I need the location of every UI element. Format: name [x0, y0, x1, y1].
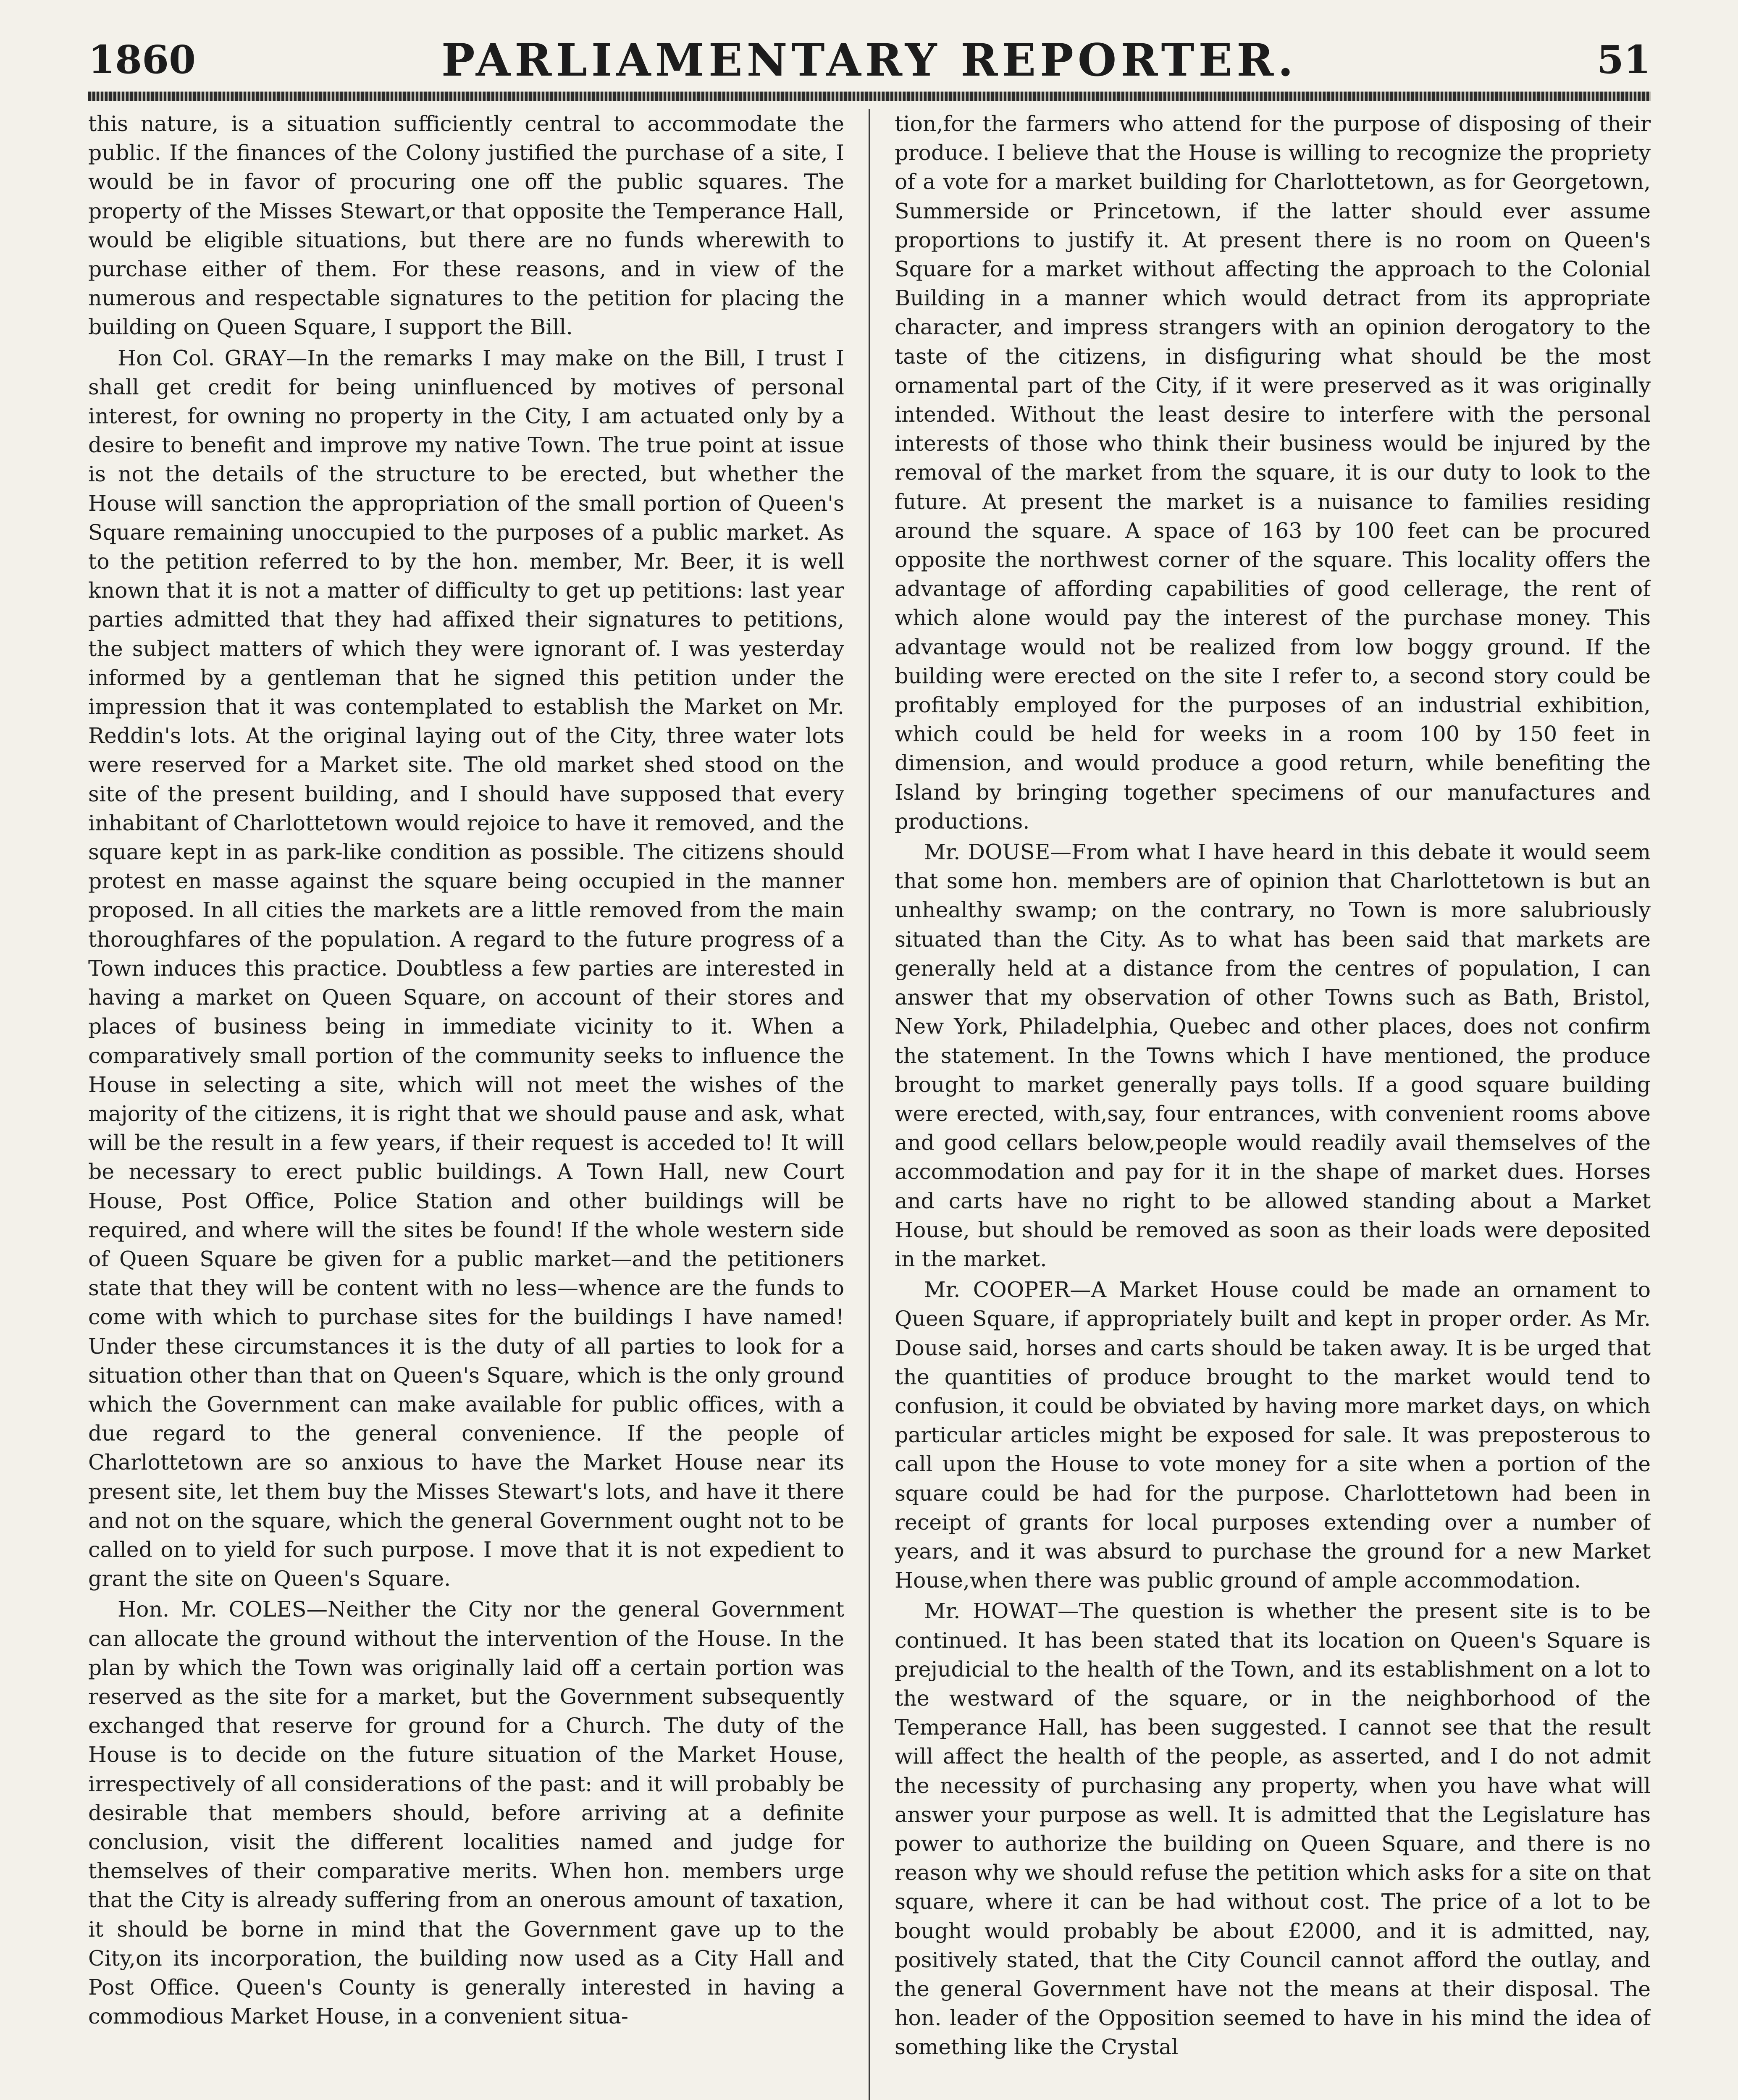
speaker-name: Hon Col. GRAY [118, 345, 286, 370]
newspaper-page [88, 29, 1651, 2100]
paragraph-text: —A Market House could be made an ornament to Queen Square, if appropriately built and kept in proper order. As Mr. Douse said, horses and carts should be taken away. It is be urged that the quantities of produce brought to the market would tend to confusion, it could be obviated by having more market days, on which particular articles might be exposed for sale. It was preposterous to call upon the House to vote money for a site when a portion of the square could be had for the purpose. Charlottetown had been in receipt of grants for local purposes extending over a number of years, and it was absurd to purchase the ground for a new Market House,when there was public ground of ample accommodation. [895, 1277, 1651, 1593]
paragraph-text: —From what I have heard in this debate it would seem that some hon. members are of opinion that Charlottetown is but an unhealthy swamp; on the contrary, no Town is more salubriously situated than the City. As to what has been said that markets are generally held at a distance from the centres of population, I can answer that my observation of other Towns such as Bath, Bristol, New York, Philadelphia, Quebec and other places, does not confirm the statement. In the Towns which I have mentioned, the produce brought to market generally pays tolls. If a good square building were erected, with,say, four entrances, with convenient rooms above and good cellars below,people would readily avail themselves of the accommodation and pay for it in the shape of market dues. Horses and carts have no right to be allowed standing about a Market House, but should be removed as soon as their loads were deposited in the market. [895, 840, 1651, 1271]
paragraph [895, 1275, 1651, 1595]
right-column [895, 109, 1651, 2100]
text-columns [88, 109, 1651, 2100]
column-divider [869, 109, 870, 2100]
header-year: 1860 [88, 37, 196, 82]
paragraph-text: —In the remarks I may make on the Bill, I trust I shall get credit for being uninfluenced by motives of personal interest, for owning no property in the City, I am actuated only by a desire to benefit and improve my native Town. The true point at issue is not the details of the structure to be erected, but whether the House will sanction the appropriation of the small portion of Queen's Square remaining unoccupied to the purposes of a public market. As to the petition referred to by the hon. member, Mr. Beer, it is well known that it is not a matter of difficulty to get up petitions: last year parties admitted that they had affixed their signatures to petitions, the subject matters of which they were ignorant of. I was yesterday informed by a gentleman that he signed this petition under the impression that it was contemplated to establish the Market on Mr. Reddin's lots. At the original laying out of the City, three water lots were reserved for a Market site. The old market shed stood on the site of the present building, and I should have supposed that every inhabitant of Charlottetown would rejoice to have it removed, and the square kept in as park-like condition as possible. The citizens should protest en masse against the square being occupied in the manner proposed. In all cities the markets are a little removed from the main thoroughfares of the population. A regard to the future progress of a Town induces this practice. Doubtless a few parties are interested in having a market on Queen Square, on account of their stores and places of business being in immediate vicinity to it. When a comparatively small portion of the community seeks to influence the House in selecting a site, which will not meet the wishes of the majority of the citizens, it is right that we should pause and ask, what will be the result in a few years, if their request is acceded to! It will be necessary to erect public buildings. A Town Hall, new Court House, Post Office, Police Station and other buildings will be required, and where will the sites be found! If the whole western side of Queen Square be given for a public market—and the petitioners state that they will be content with no less—whence are the funds to come with which to purchase sites for the buildings I have named! Under these circumstances it is the duty of all parties to look for a situation other than that on Queen's Square, which is the only ground which the Government can make available for public offices, with a due regard to the general convenience. If the people of Charlottetown are so anxious to have the Market House near its present site, let them buy the Misses Stewart's lots, and have it there and not on the square, which the general Government ought not to be called on to yield for such purpose. I move that it is not expedient to grant the site on Queen's Square. [88, 345, 844, 1591]
page-header [88, 29, 1651, 92]
paragraph [895, 837, 1651, 1273]
speaker-name: Mr. COOPER [924, 1277, 1070, 1302]
speaker-name: Hon. Mr. COLES [118, 1597, 307, 1622]
paragraph-text: tion,for the farmers who attend for the purpose of disposing of their produce. I believe that the House is willing to recognize the propriety of a vote for a market building for Charlottetown, as for Georgetown, Summerside or Princetown, if the latter should ever assume proportions to justify it. At present there is no room on Queen's Square for a market without affecting the approach to the Colonial Building in a manner which would detract from its appropriate character, and impress strangers with an opinion derogatory to the taste of the citizens, in disfiguring what should be the most ornamental part of the City, if it were preserved as it was originally intended. Without the least desire to interfere with the personal interests of those who think their business would be injured by the removal of the market from the square, it is our duty to look to the future. At present the market is a nuisance to families residing around the square. A space of 163 by 100 feet can be procured opposite the northwest corner of the square. This locality offers the advantage of affording capabilities of good cellerage, the rent of which alone would pay the interest of the purchase money. This advantage would not be realized from low boggy ground. If the building were erected on the site I refer to, a second story could be profitably employed for the purposes of an industrial exhibition, which could be held for weeks in a room 100 by 150 feet in dimension, and would produce a good return, while benefiting the Island by bringing together specimens of our manufactures and productions. [895, 111, 1651, 834]
header-rule [88, 92, 1651, 101]
left-column [88, 109, 844, 2100]
header-title: PARLIAMENTARY REPORTER. [441, 34, 1298, 86]
paragraph [88, 109, 844, 342]
paragraph-text: this nature, is a situation sufficiently central to accommodate the public. If the finances of the Colony justified the purchase of a site, I would be in favor of procuring one off the public squares. The property of the Misses Stewart,or that opposite the Temperance Hall, would be eligible situations, but there are no funds wherewith to purchase either of them. For these reasons, and in view of the numerous and respectable signatures to the petition for placing the building on Queen Square, I support the Bill. [88, 111, 844, 340]
paragraph [895, 1596, 1651, 2061]
header-page-number: 51 [1596, 37, 1651, 82]
speaker-name: Mr. HOWAT [924, 1599, 1058, 1624]
paragraph [88, 344, 844, 1593]
paragraph [88, 1595, 844, 2031]
paragraph-text: —The question is whether the present site is to be continued. It has been stated that its location on Queen's Square is prejudicial to the health of the Town, and its establishment on a lot to the westward of the square, or in the neighborhood of the Temperance Hall, has been suggested. I cannot see that the result will affect the health of the people, as asserted, and I do not admit the necessity of purchasing any property, when you have what will answer your purpose as well. It is admitted that the Legislature has power to authorize the building on Queen Square, and there is no reason why we should refuse the petition which asks for a site on that square, where it can be had without cost. The price of a lot to be bought would probably be about £2000, and it is admitted, nay, positively stated, that the City Council cannot afford the outlay, and the general Government have not the means at their disposal. The hon. leader of the Opposition seemed to have in his mind the idea of something like the Crystal [895, 1599, 1651, 2060]
paragraph [895, 109, 1651, 836]
speaker-name: Mr. DOUSE [924, 840, 1050, 865]
paragraph-text: —Neither the City nor the general Government can allocate the ground without the intervention of the House. In the plan by which the Town was originally laid off a certain portion was reserved as the site for a market, but the Government subsequently exchanged that reserve for ground for a Church. The duty of the House is to decide on the future situation of the Market House, irrespectively of all considerations of the past: and it will probably be desirable that members should, before arriving at a definite conclusion, visit the different localities named and judge for themselves of their comparative merits. When hon. members urge that the City is already suffering from an onerous amount of taxation, it should be borne in mind that the Government gave up to the City,on its incorporation, the building now used as a City Hall and Post Office. Queen's County is generally interested in having a commodious Market House, in a convenient situa- [88, 1597, 844, 2029]
